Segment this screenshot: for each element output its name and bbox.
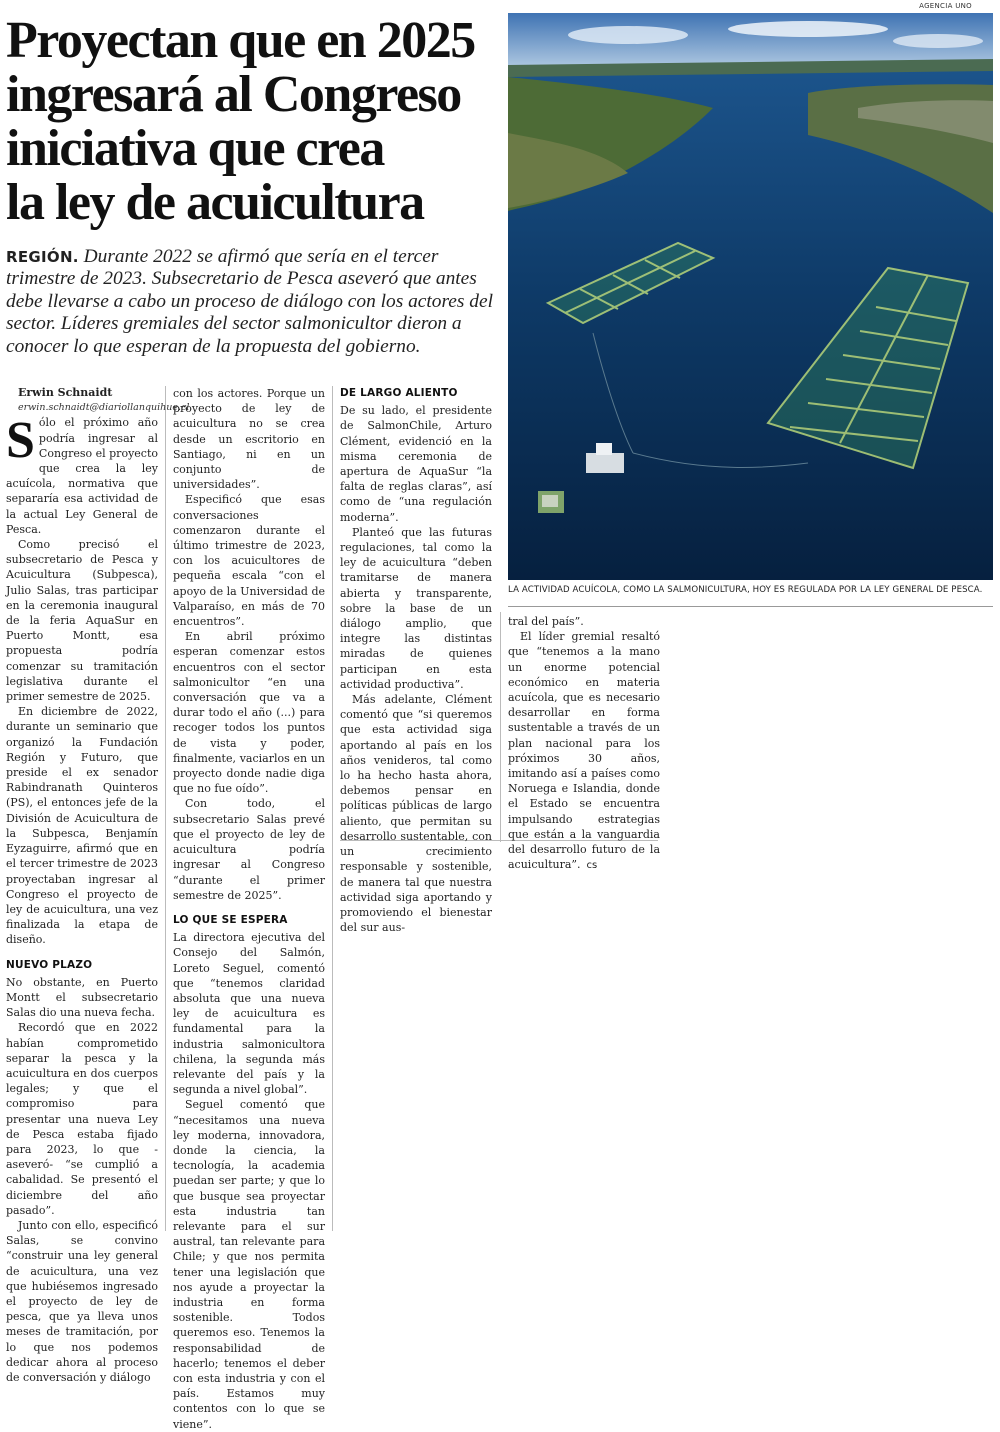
article-paragraph: En abril próximo esperan comenzar estos encuentros con el sector salmonicultor “en una conversación que va a durar todo el año (...) para recoger todos los puntos de vista y poder, finalmente, vaciarlos en un proyecto donde nadie diga que no fue oído”. <box>173 630 325 796</box>
end-mark-icon: cs <box>586 860 598 872</box>
article-paragraph: La directora ejecutiva del Consejo del Salmón, Loreto Seguel, comentó que “tenemos claridad absoluta que una nueva ley de acuicultura es fundamental para la industria salmonicultora chilena, la segunda más relevante del país y la segunda a nivel global”. <box>173 931 325 1097</box>
article-paragraph: Sólo el próximo año podría ingresar al Congreso el proyecto que crea la ley acuícola, normativa que separaría esa actividad de la actual Ley General de Pesca. <box>6 412 158 536</box>
photo-credit: AGENCIA UNO <box>919 2 972 10</box>
article-paragraph: Más adelante, Clément comentó que “si queremos que esta actividad siga aportando al país en los años venideros, tal como lo ha hecho hasta ahora, debemos pensar en políticas públicas de largo aliento, que permitan su desarrollo sustentable, con un crecimiento responsable y sostenible, de manera tal que nuestra actividad siga aportando y promoviendo el bienestar del sur aus- <box>340 693 492 935</box>
article-paragraph: Junto con ello, especificó Salas, se convino “construir una ley general de acuicultura, una vez que hubiésemos ingresado el proyecto de ley de pesca, que ya lleva unos meses de tramitación, por lo que nos podemos dedicar ahora al proceso de conversación y diálogo <box>6 1218 158 1384</box>
article-paragraph: Especificó que esas conversaciones comenzaron durante el último trimestre de 2023, con los acuicultores de pequeña escala “con el apoyo de la Universidad de Valparaíso, en más de 70 encuentros”. <box>173 493 325 629</box>
article-paragraph: Como precisó el subsecretario de Pesca y Acuicultura (Subpesca), Julio Salas, tras participar en la ceremonia inaugural de la feria AquaSur en Puerto Montt, esa propuesta podría comenzar su tramitación legislativa durante el primer semestre de 2025. <box>6 538 158 704</box>
article-paragraph: Planteó que las futuras regulaciones, tal como la ley de acuicultura “deben tramitarse de manera abierta y transparente, sobre la base de un diálogo amplio, que integre las distintas miradas de quienes participan en esta actividad productiva”. <box>340 525 492 691</box>
headline-line: iniciativa que crea <box>6 120 384 177</box>
article-paragraph: Seguel comentó que “necesitamos una nueva ley moderna, innovadora, donde la ciencia, la tecnología, la academia puedan ser parte; y que lo que busque sea proyectar esta industria tan relevante para el sur austral, tan relevante para Chile; y que nos permita tener una legislación que nos ayude a proyectar la industria en forma sostenible. Todos queremos eso. Tenemos la responsabilidad de hacerlo; tenemos el deber con esta industria y con el país. Estamos muy contentos con lo que se viene”. <box>173 1098 325 1431</box>
headline <box>6 14 501 230</box>
deck-region-label: REGIÓN. <box>6 248 79 266</box>
article-paragraph: Con todo, el subsecretario Salas prevé que el proyecto de ley de acuicultura podría ingresar al Congreso “durante el primer semestre de 2025”. <box>173 797 325 902</box>
subheading-de-largo-aliento: DE LARGO ALIENTO <box>340 387 458 399</box>
column-divider <box>500 612 501 842</box>
column-divider <box>332 386 333 1231</box>
article-paragraph: Recordó que en 2022 habían comprometido separar la pesca y la acuicultura en dos cuerpos legales; y que el compromiso para presentar una nueva Ley de Pesca estaba fijado para 2023, lo que -aseveró- “se cumplió a cabalidad. Se presentó el diciembre del año pasado”. <box>6 1021 158 1217</box>
subheading-lo-que-se-espera: LO QUE SE ESPERA <box>173 913 288 926</box>
article-paragraph: El líder gremial resaltó que “tenemos a la mano un enorme potencial económico en materia acuícola, que es necesario desarrollar en forma sustentable a través de un plan nacional para los próximos 30 años, imitando así a países como Noruega e Islandia, donde el Estado se encuentra impulsando estrategias que están a la vanguardia del desarrollo futuro de la acuicultura”. cs <box>508 630 660 872</box>
deck-text: Durante 2022 se afirmó que sería en el tercer trimestre de 2023. Subsecretario de Pesca aseveró que antes debe llevarse a cabo un proceso de diálogo con los actores del sector. Líderes gremiales del sector salmonicultor dieron a conocer lo que esperan de la propuesta del gobierno. <box>6 246 493 357</box>
column-divider <box>165 386 166 1231</box>
article-column-4 <box>508 614 660 873</box>
article-paragraph: De su lado, el presidente de SalmonChile, Arturo Clément, evidenció en la misma ceremonia de apertura de AquaSur “la falta de reglas claras”, así como de “una regulación moderna”. <box>340 404 492 524</box>
aquaculture-photo <box>508 13 993 580</box>
headline-line: la ley de acuicultura <box>6 174 424 231</box>
headline-line: Proyectan que en 2025 <box>6 12 475 69</box>
subheading-nuevo-plazo: NUEVO PLAZO <box>6 958 93 971</box>
article-paragraph: con los actores. Porque un proyecto de ley de acuicultura no se crea desde un escritorio en Santiago, ni en un conjunto de universidades”. <box>173 387 325 492</box>
dropcap: S <box>6 412 35 470</box>
photo-caption: LA ACTIVIDAD ACUÍCOLA, COMO LA SALMONICULTURA, HOY ES REGULADA POR LA LEY GENERAL DE PESCA. <box>508 585 983 595</box>
article-paragraph: En diciembre de 2022, durante un seminario que organizó la Fundación Región y Futuro, que preside el ex senador Rabindranath Quinteros (PS), el entonces jefe de la División de Acuicultura de la Subpesca, Benjamín Eyzaguirre, afirmó que en el tercer trimestre de 2023 proyectaban ingresar al Congreso el proyecto de ley de acuicultura, una vez finalizada la etapa de diseño. <box>6 705 158 947</box>
headline-line: ingresará al Congreso <box>6 66 461 123</box>
author-name: Erwin Schnaidt <box>18 386 113 399</box>
article-column-3 <box>340 386 492 935</box>
article-paragraph: tral del país”. <box>508 615 584 628</box>
author-email[interactable]: erwin.schnaidt@diariollanquihue.cl <box>18 402 190 414</box>
article-column-2 <box>173 386 325 1432</box>
article-paragraph: No obstante, en Puerto Montt el subsecretario Salas dio una nueva fecha. <box>6 975 158 1020</box>
caption-divider <box>508 606 993 607</box>
deck <box>6 246 496 358</box>
article-column-1 <box>6 385 190 1385</box>
